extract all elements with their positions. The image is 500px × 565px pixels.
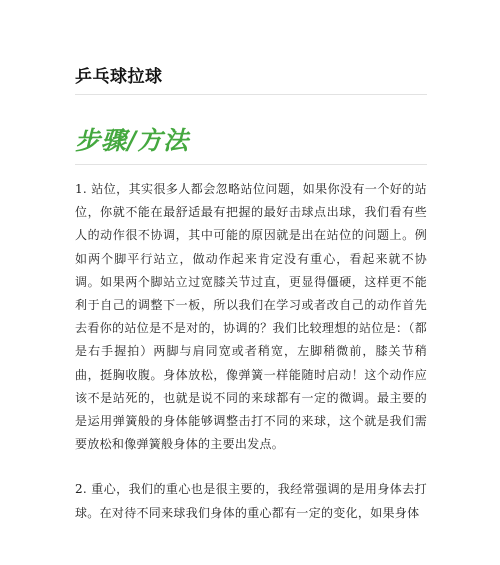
paragraph-stance: 1. 站位，其实很多人都会忽略站位问题，如果你没有一个好的站位，你就不能在最舒适最有把握的最好击球点出球，我们看有些人的动作很不协调，其中可能的原因就是出在站位的问题上。例如两个脚平行站立，做动作起来肯定没有重心，看起来就不协调。如果两个脚站立过宽膝关节过直，更显得僵硬，这样更不能利于自己的调整下一板，所以我们在学习或者改自己的动作首先去看你的站位是不是对的，协调的？我们比较理想的站位是：（都是右手握拍）两脚与肩同宽或者稍宽，左脚稍微前，膝关节稍曲，挺胸收腹。身体放松，像弹簧一样能随时启动！这个动作应该不是站死的，也就是说不同的来球都有一定的微调。最主要的是运用弹簧般的身体能够调整击打不同的来球，这个就是我们需要放松和像弹簧般身体的主要出发点。 bbox=[75, 182, 427, 452]
article-title: 乒乓球拉球 bbox=[75, 67, 163, 87]
paragraph-center-of-gravity: 2. 重心，我们的重心也是很主要的，我经常强调的是用身体去打球。在对待不同来球我们身体的重心都有一定的变化，如果身体 bbox=[75, 482, 427, 520]
article-body bbox=[75, 178, 427, 525]
section-divider bbox=[75, 164, 427, 165]
section-heading: 步骤/方法 bbox=[75, 126, 190, 155]
title-divider bbox=[75, 94, 427, 95]
